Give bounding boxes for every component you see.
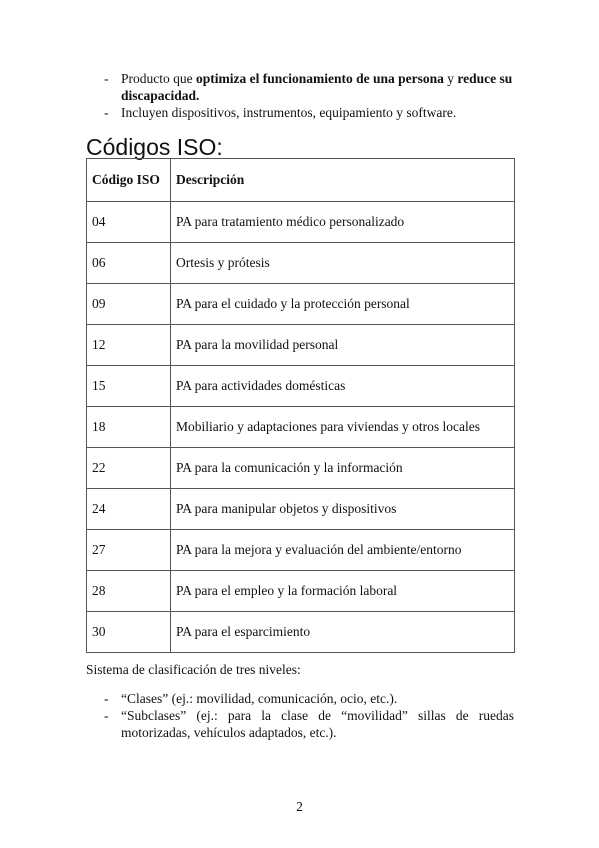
bullet-item <box>104 707 514 741</box>
table-header-row <box>87 159 515 202</box>
bullet-dash: - <box>104 708 109 723</box>
bullet-dash: - <box>104 105 109 120</box>
iso-code-cell: 22 <box>87 448 171 489</box>
iso-code-cell: 24 <box>87 489 171 530</box>
description-cell: PA para actividades domésticas <box>171 366 515 407</box>
description-cell: PA para la movilidad personal <box>171 325 515 366</box>
iso-code-cell: 18 <box>87 407 171 448</box>
page-number: 2 <box>296 799 303 814</box>
bullet-item <box>104 104 516 121</box>
bullet-text: Incluyen dispositivos, instrumentos, equipamiento y software. <box>121 105 457 120</box>
table-row <box>87 407 515 448</box>
description-cell: PA para la mejora y evaluación del ambiente/entorno <box>171 530 515 571</box>
table-body <box>87 202 515 653</box>
table-row <box>87 448 515 489</box>
bullet-text-bold: optimiza el funcionamiento de una persona <box>196 71 444 86</box>
header-code: Código ISO <box>87 159 171 202</box>
iso-code-cell: 06 <box>87 243 171 284</box>
iso-code-cell: 04 <box>87 202 171 243</box>
bullet-item <box>104 690 514 707</box>
header-description: Descripción <box>171 159 515 202</box>
iso-code-cell: 15 <box>87 366 171 407</box>
description-cell: PA para la comunicación y la información <box>171 448 515 489</box>
table-row <box>87 489 515 530</box>
table-row <box>87 530 515 571</box>
bullet-text-mid: y <box>443 71 458 86</box>
description-cell: PA para el cuidado y la protección personal <box>171 284 515 325</box>
description-cell: PA para el empleo y la formación laboral <box>171 571 515 612</box>
bullet-text: “Subclases” (ej.: para la clase de “movilidad” sillas de ruedas motorizadas, vehículos adaptados, etc.). <box>121 708 514 740</box>
bullet-text-bold: reduce su discapacidad. <box>121 71 513 103</box>
description-cell: Ortesis y prótesis <box>171 243 515 284</box>
table-row <box>87 284 515 325</box>
table-row <box>87 243 515 284</box>
bullet-dash: - <box>104 691 109 706</box>
top-bullet-list <box>104 70 516 121</box>
bullet-text-pre: Producto que <box>121 71 196 86</box>
iso-code-cell: 09 <box>87 284 171 325</box>
description-cell: Mobiliario y adaptaciones para viviendas y otros locales <box>171 407 515 448</box>
table-row <box>87 202 515 243</box>
description-cell: PA para tratamiento médico personalizado <box>171 202 515 243</box>
iso-code-cell: 12 <box>87 325 171 366</box>
table-row <box>87 325 515 366</box>
section-heading: Códigos ISO: <box>86 134 223 160</box>
bullet-dash: - <box>104 71 109 86</box>
bullet-text: “Clases” (ej.: movilidad, comunicación, ocio, etc.). <box>121 691 398 706</box>
iso-code-cell: 28 <box>87 571 171 612</box>
iso-code-cell: 27 <box>87 530 171 571</box>
bottom-bullet-list <box>104 690 514 741</box>
iso-code-cell: 30 <box>87 612 171 653</box>
description-cell: PA para el esparcimiento <box>171 612 515 653</box>
table-row <box>87 366 515 407</box>
table-row <box>87 612 515 653</box>
bullet-item <box>104 70 516 104</box>
table-row <box>87 571 515 612</box>
iso-codes-table <box>86 158 515 653</box>
description-cell: PA para manipular objetos y dispositivos <box>171 489 515 530</box>
intro-text: Sistema de clasificación de tres niveles: <box>86 662 301 677</box>
